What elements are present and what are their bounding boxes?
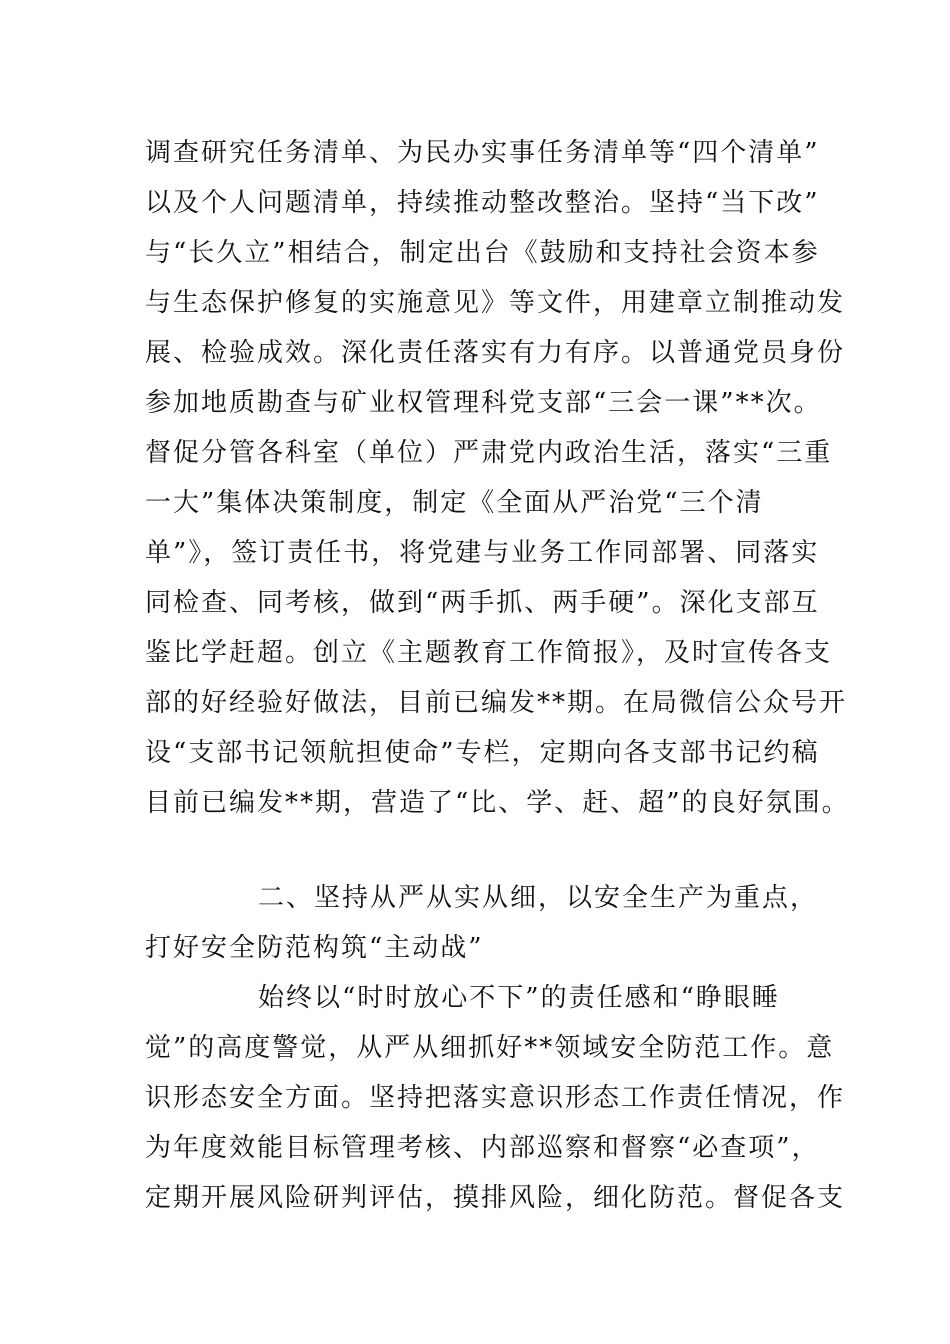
- text-line: 单”》，签订责任书，将党建与业务工作同部署、同落实: [145, 538, 820, 568]
- text-line: 设“支部书记领航担使命”专栏，定期向各支部书记约稿: [145, 738, 820, 768]
- text-line: 与生态保护修复的实施意见》等文件，用建章立制推动发: [145, 288, 846, 318]
- text-line: 为年度效能目标管理考核、内部巡察和督察“必查项”，: [145, 1133, 820, 1163]
- text-line: 识形态安全方面。坚持把落实意识形态工作责任情况，作: [145, 1083, 846, 1113]
- text-line: 觉”的高度警觉，从严从细抓好**领域安全防范工作。意: [145, 1033, 835, 1063]
- text-line: 以及个人问题清单，持续推动整改整治。坚持“当下改”: [145, 188, 820, 218]
- text-line: 调查研究任务清单、为民办实事任务清单等“四个清单”: [145, 138, 820, 168]
- text-line: 一大”集体决策制度，制定《全面从严治党“三个清: [145, 488, 764, 518]
- text-line: 定期开展风险研判评估，摸排风险，细化防范。督促各支: [145, 1183, 846, 1213]
- text-line: 鉴比学赶超。创立《主题教育工作简报》，及时宣传各支: [145, 638, 833, 668]
- text-line: 同检查、同考核，做到“两手抓、两手硬”。深化支部互: [145, 588, 820, 618]
- text-line: 与“长久立”相结合，制定出台《鼓励和支持社会资本参: [145, 238, 820, 268]
- text-line: 始终以“时时放心不下”的责任感和“睁眼睡: [258, 983, 780, 1013]
- text-line: 督促分管各科室（单位）严肃党内政治生活，落实“三重: [145, 438, 833, 468]
- text-line: 目前已编发**期，营造了“比、学、赶、超”的良好氛围。: [145, 788, 850, 818]
- text-line: 展、检验成效。深化责任落实有力有序。以普通党员身份: [145, 338, 846, 368]
- text-line: 部的好经验好做法，目前已编发**期。在局微信公众号开: [145, 688, 848, 718]
- heading-line: 二、坚持从严从实从细，以安全生产为重点，: [258, 883, 819, 913]
- text-line: 参加地质勘查与矿业权管理科党支部“三会一课”**次。: [145, 388, 822, 418]
- heading-line: 打好安全防范构筑“主动战”: [145, 933, 484, 963]
